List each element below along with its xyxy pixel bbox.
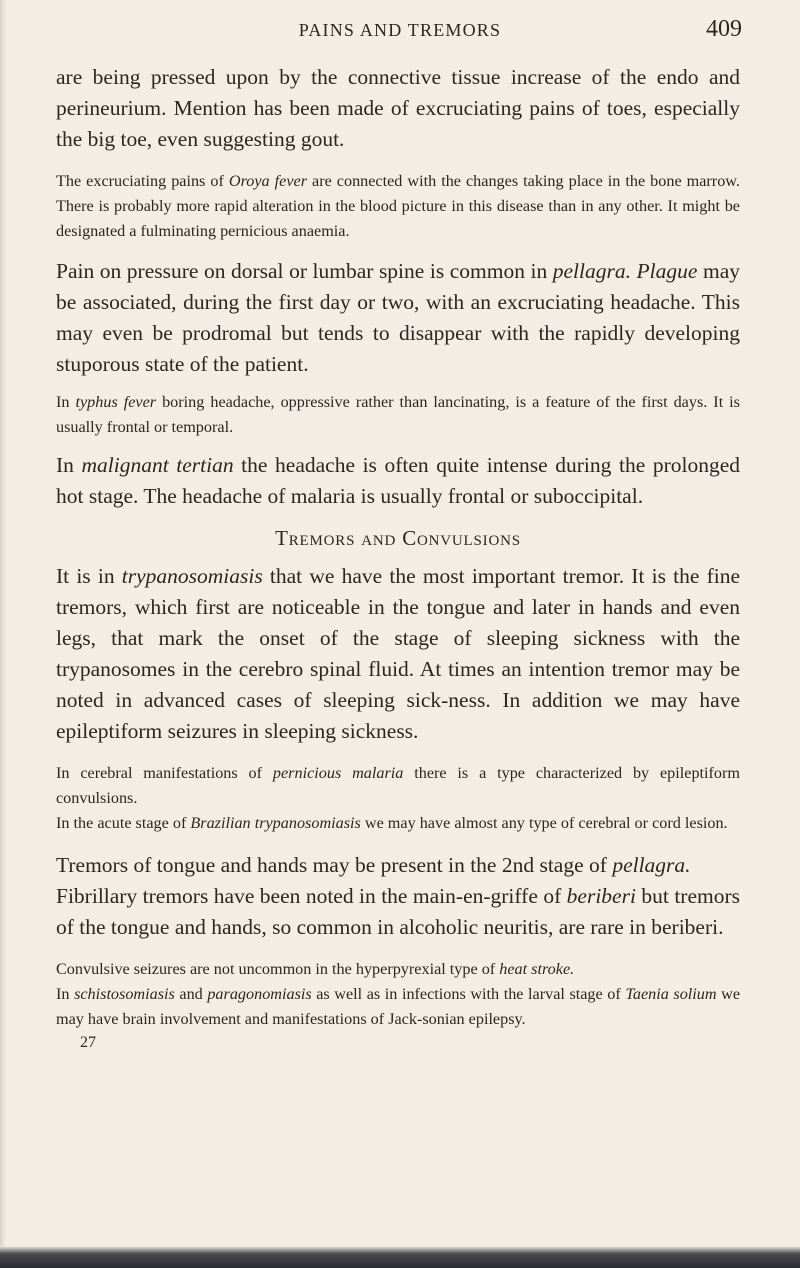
text-run: and [174, 985, 208, 1003]
text-run: as well as in infections with the larval stage of [311, 985, 626, 1003]
running-head [0, 14, 800, 54]
paragraph-4 [56, 390, 740, 440]
text-run: but tremors of the tongue and hands, so common in alcoholic neuritis, are rare in beriberi. [56, 884, 740, 939]
italic-term: pellagra. [612, 853, 691, 877]
page-edge [0, 0, 6, 1268]
text-run: Tremors of tongue and hands may be present in the 2nd stage of [56, 853, 613, 877]
italic-term: Plague [636, 259, 698, 283]
text-run: In [56, 985, 75, 1003]
text-run: boring headache, oppressive rather than lancinating, is a feature of the first days. It is usually frontal or temporal. [56, 393, 740, 436]
running-title: PAINS AND TREMORS [298, 20, 502, 40]
text-run: Convulsive seizures are not uncommon in the hyperpyrexial type of [56, 960, 500, 978]
page-number: 409 [706, 16, 742, 42]
text-run: there is a type characterized by epileptiform convulsions. [56, 764, 740, 807]
italic-term: pellagra. [552, 259, 631, 283]
italic-term: typhus fever [75, 393, 157, 411]
text-run: may be associated, during the first day or two, with an excruciating headache. This may even be prodromal but tends to disappear with the rapidly developing stuporous state of the patient. [56, 259, 741, 376]
text-run: Fibrillary tremors have been noted in the main-en-griffe of [56, 884, 567, 908]
signature-mark: 27 [80, 1034, 96, 1051]
text-run: In the acute stage of [56, 814, 191, 832]
italic-term: pernicious malaria [272, 764, 404, 782]
paragraph-3 [56, 256, 740, 380]
text-run: we may have brain involvement and manifestations of Jack-sonian epilepsy. [56, 985, 741, 1028]
text-run: In [56, 393, 76, 411]
section-heading: Tremors and Convulsions [275, 526, 521, 550]
paragraph-6 [56, 561, 740, 747]
text-run: we may have almost any type of cerebral or cord lesion. [360, 814, 728, 832]
text-run: are connected with the changes taking place in the bone marrow. There is probably more rapid alteration in the blood picture in this disease than in any other. It might be designated a fulminating pernicious anaemia. [56, 172, 740, 240]
italic-term: trypanosomiasis [121, 564, 263, 588]
paragraph-5 [56, 450, 740, 512]
paragraph-11 [56, 957, 740, 982]
text-run: Pain on pressure on dorsal or lumbar spine is common in [56, 259, 553, 283]
paragraph-10 [56, 881, 740, 943]
page-bottom-edge [0, 1246, 800, 1268]
italic-term: Brazilian trypanosomiasis [190, 814, 361, 832]
text-run: that we have the most important tremor. It is the fine tremors, which first are noticeable in the tongue and later in hands and even legs, that mark the onset of the stage of sleeping sickness with the trypanosomes in the cerebro spinal fluid. At times an intention tremor may be noted in advanced cases of sleeping sick-ness. In addition we may have epileptiform seizures in sleeping sickness. [56, 564, 741, 743]
paragraph-7 [56, 761, 740, 811]
text-run: The excruciating pains of [56, 172, 229, 190]
italic-term: beriberi [566, 884, 636, 908]
paragraph-1-text: are being pressed upon by the connective tissue increase of the endo and perineurium. Mention has been made of excruciating pains of toes, especially the big toe, even suggesting gout. [56, 65, 740, 151]
italic-term: Taenia solium [625, 985, 717, 1003]
text-run: the headache is often quite intense during the prolonged hot stage. The headache of malaria is usually frontal or suboccipital. [56, 453, 740, 508]
paragraph-2 [56, 169, 740, 244]
italic-term: malignant tertian [81, 453, 234, 477]
paragraph-8 [56, 811, 740, 836]
italic-term: paragonomiasis [207, 985, 312, 1003]
paragraph-9 [56, 850, 740, 881]
text-run: In cerebral manifestations of [56, 764, 273, 782]
text-run: In [56, 453, 82, 477]
italic-term: schistosomiasis [74, 985, 175, 1003]
italic-term: Oroya fever [228, 172, 307, 190]
paragraph-1 [56, 62, 740, 155]
text-run: It is in [56, 564, 122, 588]
paragraph-12 [56, 982, 740, 1032]
body-text [56, 62, 740, 1052]
italic-term: heat stroke. [499, 960, 575, 978]
